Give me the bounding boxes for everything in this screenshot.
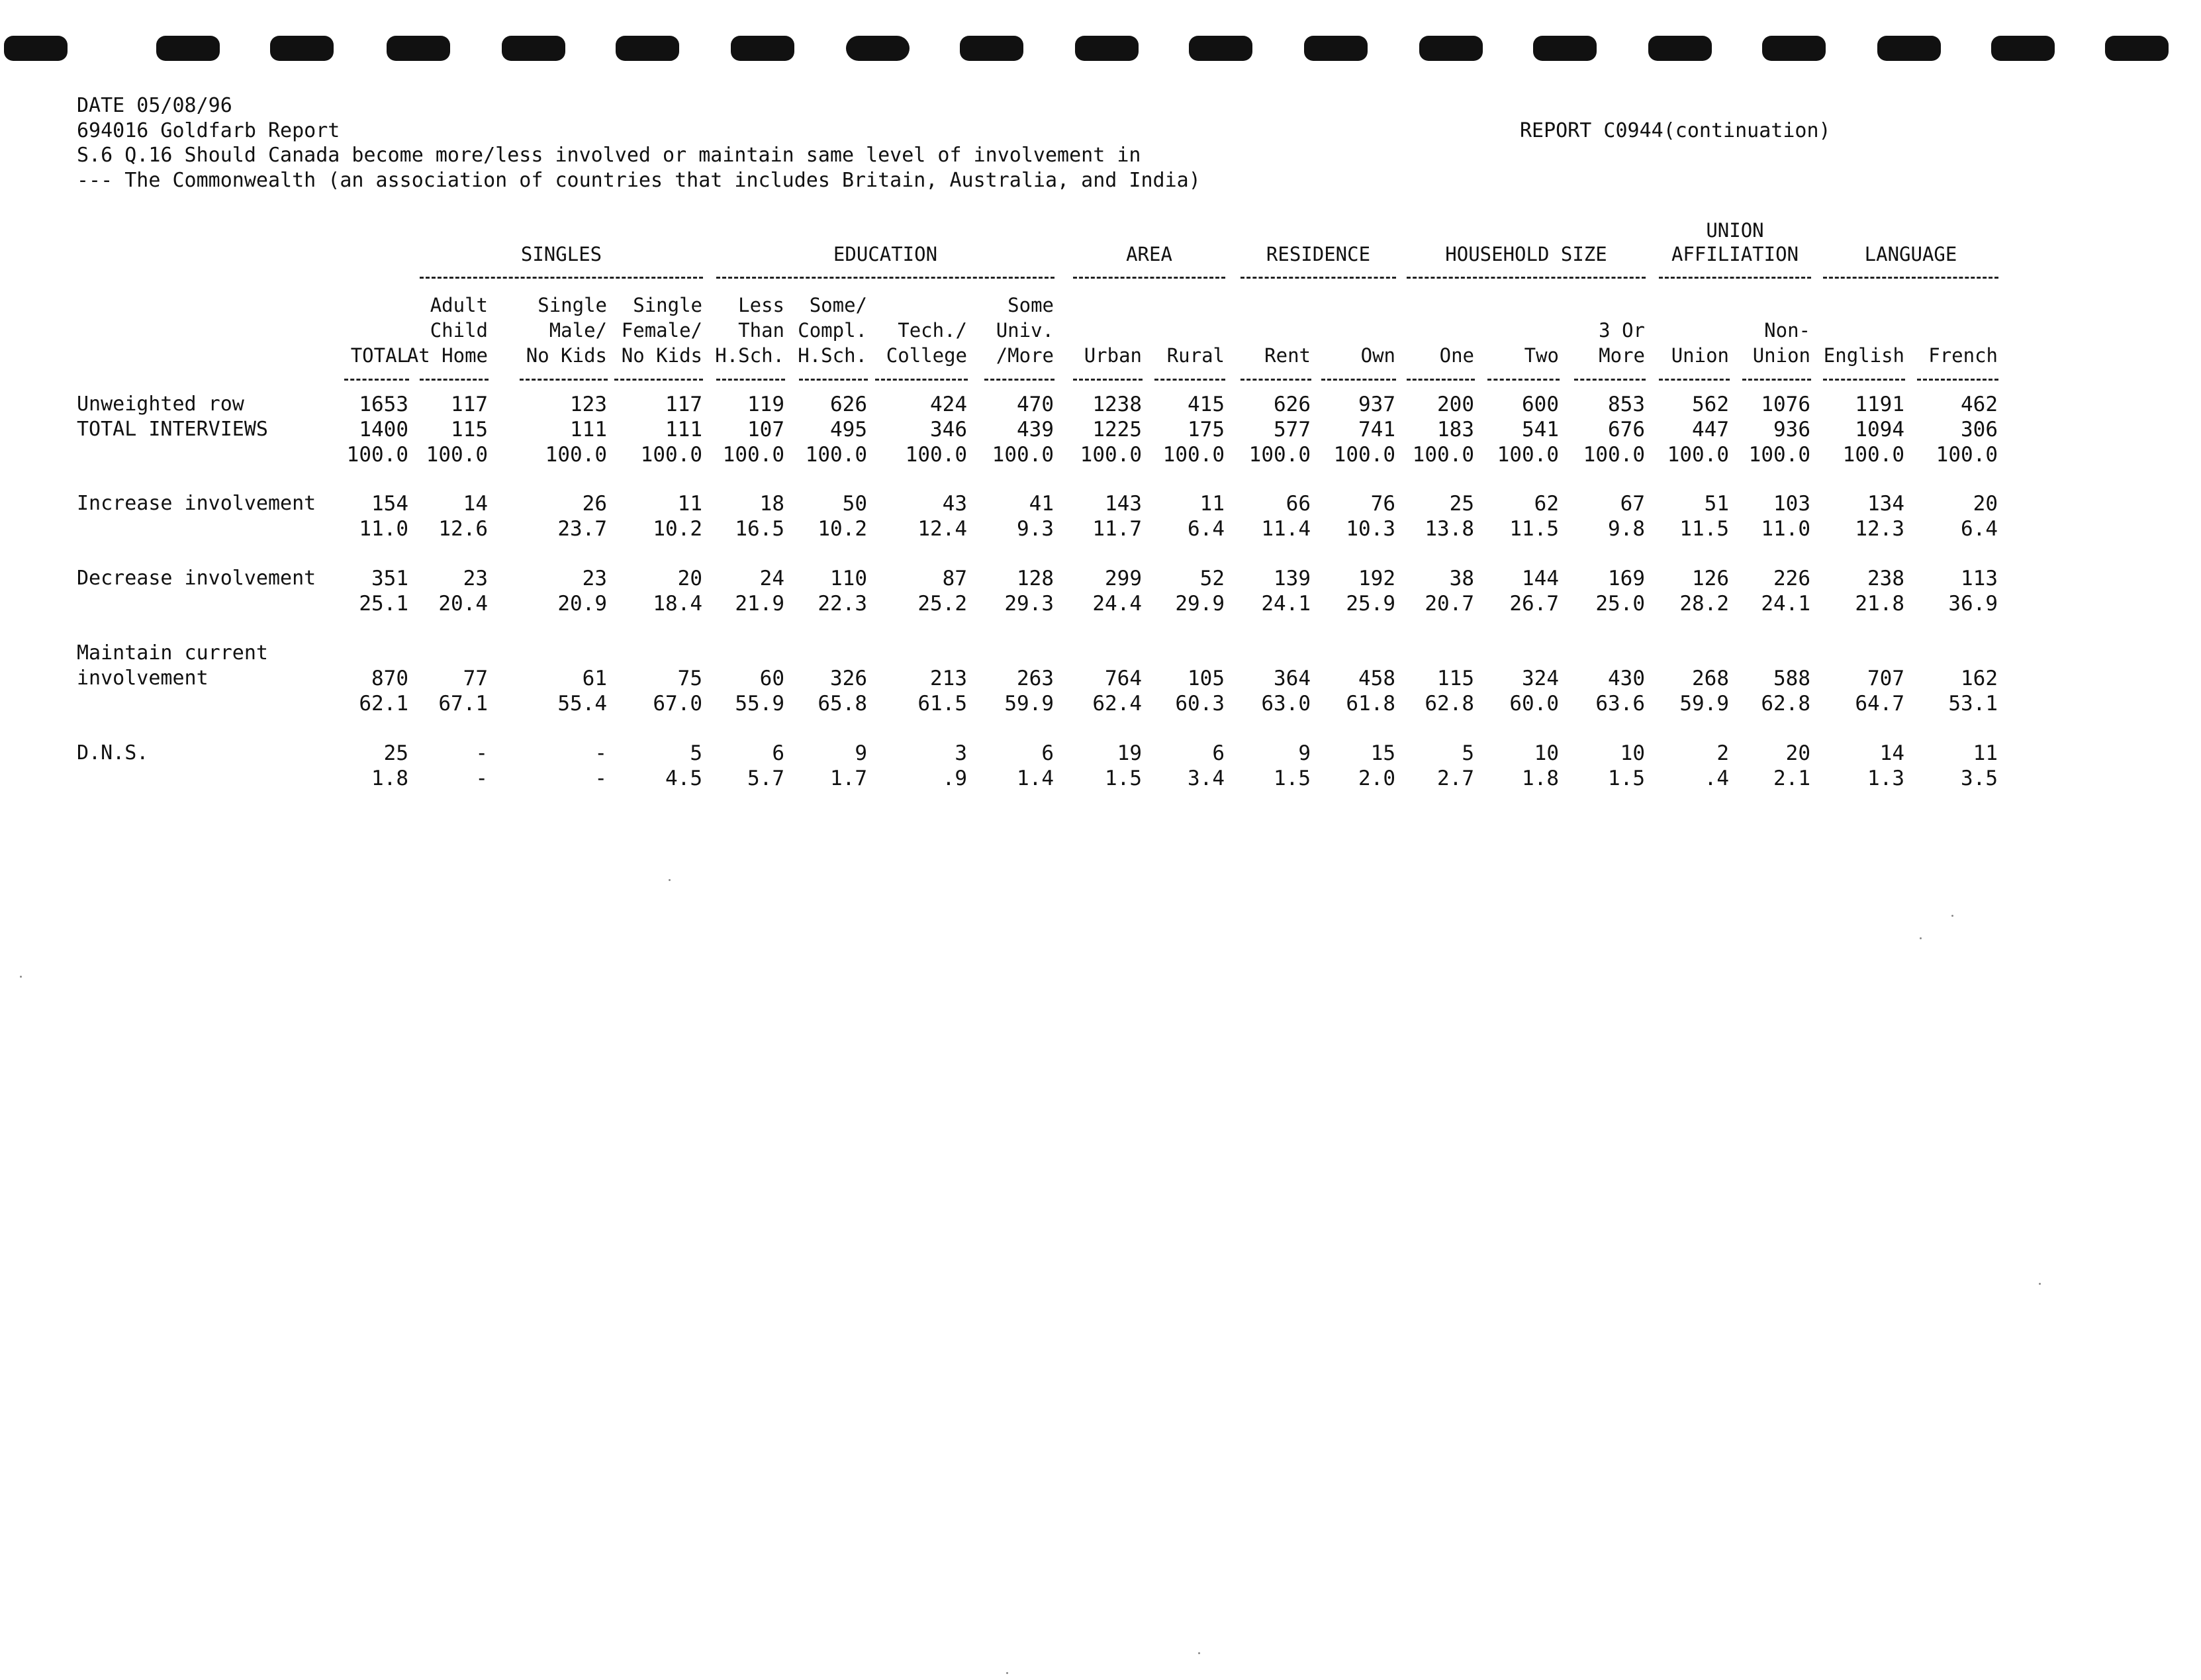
group-header: LANGUAGE: [1864, 243, 1957, 265]
table-cell: 38: [1449, 567, 1474, 590]
table-cell: 20: [677, 567, 702, 590]
group-header-rule: [1659, 277, 1811, 279]
table-cell: 5: [690, 741, 702, 765]
table-cell: 111: [665, 418, 702, 442]
table-cell: 3.5: [1961, 767, 1998, 790]
table-cell: 162: [1961, 667, 1998, 690]
table-cell: 115: [1437, 667, 1474, 690]
table-cell: 100.0: [1936, 443, 1998, 467]
table-cell: 853: [1608, 393, 1645, 416]
question-text: S.6 Q.16 Should Canada become more/less involved or maintain same level of involvement in: [77, 144, 1141, 167]
table-cell: 67.1: [438, 692, 488, 716]
table-cell: 25: [383, 741, 408, 765]
table-cell: 29.3: [1004, 592, 1054, 616]
column-header-rule: [984, 379, 1054, 381]
column-header-rule: [1154, 379, 1225, 381]
table-cell: 2: [1716, 741, 1729, 765]
table-cell: 144: [1522, 567, 1559, 590]
table-cell: 213: [930, 667, 967, 690]
table-cell: 11.0: [1761, 517, 1810, 541]
table-cell: 100.0: [805, 443, 867, 467]
table-cell: 100.0: [1333, 443, 1395, 467]
table-cell: .9: [942, 767, 967, 790]
table-cell: 111: [570, 418, 607, 442]
table-cell: -: [475, 741, 488, 765]
table-cell: 3.4: [1188, 767, 1225, 790]
table-cell: 14: [1879, 741, 1904, 765]
column-header: 3 Or More: [1599, 319, 1645, 367]
table-cell: 6: [772, 741, 784, 765]
column-header-rule: [1487, 379, 1560, 381]
table-cell: 22.3: [818, 592, 867, 616]
table-cell: 26: [582, 492, 607, 516]
column-header: One: [1439, 344, 1474, 367]
table-cell: 299: [1105, 567, 1142, 590]
group-header-rule: [1407, 277, 1646, 279]
table-cell: 25.9: [1346, 592, 1395, 616]
column-header-rule: [614, 379, 703, 381]
table-cell: 1.5: [1274, 767, 1311, 790]
group-header-rule: [420, 277, 703, 279]
table-cell: 462: [1961, 393, 1998, 416]
table-cell: 351: [371, 567, 408, 590]
table-cell: 115: [451, 418, 488, 442]
column-header: French: [1928, 344, 1998, 367]
table-cell: 25: [1449, 492, 1474, 516]
table-cell: 11: [1973, 741, 1998, 765]
table-cell: 100.0: [1497, 443, 1559, 467]
table-cell: 11: [1199, 492, 1225, 516]
table-cell: 6: [1212, 741, 1225, 765]
table-cell: 25.2: [917, 592, 967, 616]
column-header-rule: [1742, 379, 1811, 381]
table-cell: 263: [1017, 667, 1054, 690]
table-cell: 324: [1522, 667, 1559, 690]
table-cell: 741: [1358, 418, 1395, 442]
table-cell: -: [475, 767, 488, 790]
column-header-rule: [1073, 379, 1143, 381]
column-header-rule: [716, 379, 785, 381]
column-header: Urban: [1084, 344, 1142, 367]
table-cell: 175: [1188, 418, 1225, 442]
group-header: SINGLES: [520, 243, 602, 265]
table-cell: 14: [463, 492, 488, 516]
scan-speck: [669, 879, 671, 881]
table-cell: 110: [830, 567, 867, 590]
table-cell: 200: [1437, 393, 1474, 416]
column-header-rule: [420, 379, 489, 381]
scan-speck: [1198, 1652, 1200, 1654]
table-cell: 169: [1608, 567, 1645, 590]
column-header: Single Male/ No Kids: [526, 294, 607, 367]
table-cell: 1094: [1855, 418, 1904, 442]
table-cell: 24: [759, 567, 784, 590]
column-header: Non- Union: [1752, 319, 1810, 367]
table-cell: 676: [1608, 418, 1645, 442]
table-cell: 20: [1785, 741, 1810, 765]
table-cell: 12.3: [1855, 517, 1904, 541]
table-cell: 100.0: [992, 443, 1054, 467]
table-cell: 6.4: [1188, 517, 1225, 541]
table-cell: 16.5: [735, 517, 784, 541]
table-cell: 100.0: [1842, 443, 1904, 467]
table-cell: 495: [830, 418, 867, 442]
table-cell: 60.3: [1175, 692, 1225, 716]
group-header-rule: [716, 277, 1054, 279]
group-header: HOUSEHOLD SIZE: [1445, 243, 1607, 265]
row-label: involvement: [77, 667, 209, 690]
row-label: D.N.S.: [77, 741, 149, 765]
table-cell: 10: [1620, 741, 1645, 765]
table-cell: 63.0: [1261, 692, 1311, 716]
table-cell: 11.0: [359, 517, 408, 541]
table-cell: 707: [1867, 667, 1904, 690]
table-cell: 117: [665, 393, 702, 416]
column-header-rule: [1823, 379, 1905, 381]
table-cell: -: [594, 741, 607, 765]
table-cell: 6.4: [1961, 517, 1998, 541]
table-cell: 20: [1973, 492, 1998, 516]
report-id: REPORT C0944(continuation): [1520, 119, 1831, 142]
table-cell: 447: [1692, 418, 1729, 442]
table-cell: 59.9: [1679, 692, 1729, 716]
table-cell: 870: [371, 667, 408, 690]
table-cell: 52: [1199, 567, 1225, 590]
table-cell: 61.8: [1346, 692, 1395, 716]
table-cell: 9: [855, 741, 867, 765]
table-cell: 326: [830, 667, 867, 690]
table-cell: 67: [1620, 492, 1645, 516]
table-cell: 6: [1041, 741, 1054, 765]
table-cell: 458: [1358, 667, 1395, 690]
group-header: UNION AFFILIATION: [1671, 219, 1799, 265]
table-cell: 577: [1274, 418, 1311, 442]
table-cell: 13.8: [1425, 517, 1474, 541]
column-header: Two: [1524, 344, 1559, 367]
table-cell: 2.0: [1358, 767, 1395, 790]
table-cell: 117: [451, 393, 488, 416]
column-header-rule: [1321, 379, 1396, 381]
table-cell: 123: [570, 393, 607, 416]
table-cell: 9: [1298, 741, 1311, 765]
table-cell: 63.6: [1595, 692, 1645, 716]
row-label: Increase involvement: [77, 492, 316, 515]
table-cell: 100.0: [346, 443, 408, 467]
table-cell: 143: [1105, 492, 1142, 516]
group-header-rule: [1823, 277, 1998, 279]
table-cell: 154: [371, 492, 408, 516]
column-header-rule: [1917, 379, 1998, 381]
table-cell: 10.2: [653, 517, 702, 541]
table-cell: 41: [1029, 492, 1054, 516]
table-cell: 541: [1522, 418, 1559, 442]
table-cell: 25.0: [1595, 592, 1645, 616]
table-cell: 62.1: [359, 692, 408, 716]
table-cell: 1653: [359, 393, 408, 416]
table-cell: 430: [1608, 667, 1645, 690]
row-label: TOTAL INTERVIEWS: [77, 418, 268, 441]
scan-speck: [1006, 1672, 1008, 1674]
table-cell: 128: [1017, 567, 1054, 590]
table-cell: 66: [1286, 492, 1311, 516]
column-header: Single Female/ No Kids: [621, 294, 702, 367]
table-cell: 424: [930, 393, 967, 416]
table-cell: 100.0: [1248, 443, 1311, 467]
table-cell: 588: [1773, 667, 1810, 690]
table-cell: 11.7: [1092, 517, 1142, 541]
column-header: Union: [1671, 344, 1729, 367]
report-date: DATE 05/08/96: [77, 94, 232, 117]
table-cell: 60.0: [1509, 692, 1559, 716]
table-cell: 1191: [1855, 393, 1904, 416]
table-cell: 2.7: [1437, 767, 1474, 790]
group-header: EDUCATION: [833, 243, 938, 265]
report-name: 694016 Goldfarb Report: [77, 119, 340, 142]
table-cell: 60: [759, 667, 784, 690]
table-cell: 26.7: [1509, 592, 1559, 616]
column-header: Adult Child At Home: [406, 294, 488, 367]
table-cell: 100.0: [545, 443, 607, 467]
table-cell: 1.8: [1522, 767, 1559, 790]
table-cell: 11.4: [1261, 517, 1311, 541]
scan-speck: [1951, 915, 1953, 917]
table-cell: 53.1: [1948, 692, 1998, 716]
column-header-rule: [344, 379, 409, 381]
table-cell: 626: [830, 393, 867, 416]
table-cell: 936: [1773, 418, 1810, 442]
table-cell: 24.1: [1761, 592, 1810, 616]
table-cell: 415: [1188, 393, 1225, 416]
table-cell: 100.0: [426, 443, 488, 467]
group-header: RESIDENCE: [1266, 243, 1371, 265]
table-cell: 1.5: [1105, 767, 1142, 790]
table-cell: 103: [1773, 492, 1810, 516]
table-cell: 51: [1704, 492, 1729, 516]
table-cell: 18: [759, 492, 784, 516]
table-cell: 100.0: [1412, 443, 1474, 467]
table-cell: 100.0: [1748, 443, 1810, 467]
scan-speck: [1920, 937, 1922, 939]
table-cell: 65.8: [818, 692, 867, 716]
question-subject: --- The Commonwealth (an association of countries that includes Britain, Australia, and India): [77, 169, 1201, 192]
table-cell: 18.4: [653, 592, 702, 616]
column-header: Less Than H.Sch.: [715, 294, 784, 367]
table-cell: 1400: [359, 418, 408, 442]
column-header-rule: [1407, 379, 1475, 381]
table-cell: 62.4: [1092, 692, 1142, 716]
table-cell: 23.7: [557, 517, 607, 541]
table-cell: 62.8: [1425, 692, 1474, 716]
table-cell: 61: [582, 667, 607, 690]
table-cell: 100.0: [1583, 443, 1645, 467]
table-cell: 126: [1692, 567, 1729, 590]
table-cell: 1.4: [1017, 767, 1054, 790]
table-cell: 5: [1462, 741, 1474, 765]
table-cell: 764: [1105, 667, 1142, 690]
table-cell: 364: [1274, 667, 1311, 690]
table-cell: 100.0: [905, 443, 967, 467]
table-cell: 50: [842, 492, 867, 516]
table-cell: 28.2: [1679, 592, 1729, 616]
table-cell: 21.9: [735, 592, 784, 616]
column-header: Rural: [1166, 344, 1225, 367]
column-header: Own: [1360, 344, 1395, 367]
column-header-rule: [1574, 379, 1646, 381]
table-cell: 1.3: [1867, 767, 1904, 790]
row-label: Decrease involvement: [77, 567, 316, 590]
table-cell: 75: [677, 667, 702, 690]
table-cell: 24.4: [1092, 592, 1142, 616]
column-header-rule: [1241, 379, 1311, 381]
table-cell: 134: [1867, 492, 1904, 516]
table-cell: 10: [1534, 741, 1559, 765]
table-cell: 67.0: [653, 692, 702, 716]
table-cell: 11.5: [1679, 517, 1729, 541]
table-cell: 562: [1692, 393, 1729, 416]
group-header: AREA: [1126, 243, 1172, 265]
table-cell: 10.3: [1346, 517, 1395, 541]
table-cell: 62.8: [1761, 692, 1810, 716]
column-header-rule: [1659, 379, 1730, 381]
table-cell: 55.9: [735, 692, 784, 716]
table-cell: 23: [463, 567, 488, 590]
table-cell: 268: [1692, 667, 1729, 690]
table-cell: 1238: [1092, 393, 1142, 416]
table-cell: 107: [747, 418, 784, 442]
table-cell: 1.7: [830, 767, 867, 790]
table-cell: 5.7: [747, 767, 784, 790]
table-cell: -: [594, 767, 607, 790]
table-cell: 4.5: [665, 767, 702, 790]
group-header-rule: [1073, 277, 1225, 279]
table-cell: 100.0: [1080, 443, 1142, 467]
table-cell: 61.5: [917, 692, 967, 716]
table-cell: 11: [677, 492, 702, 516]
column-header: Rent: [1264, 344, 1311, 367]
table-cell: 36.9: [1948, 592, 1998, 616]
table-cell: 346: [930, 418, 967, 442]
table-cell: 600: [1522, 393, 1559, 416]
table-cell: 119: [747, 393, 784, 416]
table-cell: 105: [1188, 667, 1225, 690]
table-cell: 470: [1017, 393, 1054, 416]
table-cell: 25.1: [359, 592, 408, 616]
table-cell: 55.4: [557, 692, 607, 716]
table-cell: 183: [1437, 418, 1474, 442]
row-label: Unweighted row: [77, 393, 244, 416]
table-cell: 20.4: [438, 592, 488, 616]
table-cell: 29.9: [1175, 592, 1225, 616]
table-cell: 9.3: [1017, 517, 1054, 541]
column-header-rule: [799, 379, 868, 381]
table-cell: 306: [1961, 418, 1998, 442]
table-cell: 1.5: [1608, 767, 1645, 790]
table-cell: 64.7: [1855, 692, 1904, 716]
table-cell: 113: [1961, 567, 1998, 590]
table-cell: 192: [1358, 567, 1395, 590]
table-cell: 2.1: [1773, 767, 1810, 790]
table-cell: 12.4: [917, 517, 967, 541]
table-cell: 1076: [1761, 393, 1810, 416]
column-header-rule: [520, 379, 608, 381]
group-header-rule: [1241, 277, 1396, 279]
table-cell: 43: [942, 492, 967, 516]
column-header: Some/ Compl. H.Sch.: [798, 294, 867, 367]
table-cell: 87: [942, 567, 967, 590]
table-cell: 11.5: [1509, 517, 1559, 541]
table-cell: 76: [1370, 492, 1395, 516]
table-cell: 226: [1773, 567, 1810, 590]
table-cell: 1.8: [371, 767, 408, 790]
scan-speck: [20, 976, 22, 978]
table-cell: 19: [1117, 741, 1142, 765]
table-cell: 3: [955, 741, 967, 765]
table-cell: 20.7: [1425, 592, 1474, 616]
table-cell: 23: [582, 567, 607, 590]
scan-speck: [2039, 1283, 2041, 1285]
table-cell: 439: [1017, 418, 1054, 442]
column-header: Some Univ. /More: [996, 294, 1054, 367]
row-label: Maintain current: [77, 641, 268, 665]
column-header: TOTAL: [350, 344, 408, 367]
table-cell: 9.8: [1608, 517, 1645, 541]
table-cell: 100.0: [1162, 443, 1225, 467]
table-cell: 100.0: [722, 443, 784, 467]
table-cell: 238: [1867, 567, 1904, 590]
column-header-rule: [875, 379, 968, 381]
column-header: Tech./ College: [886, 319, 967, 367]
table-cell: 20.9: [557, 592, 607, 616]
table-cell: 21.8: [1855, 592, 1904, 616]
table-cell: 59.9: [1004, 692, 1054, 716]
table-cell: 937: [1358, 393, 1395, 416]
table-cell: 100.0: [1667, 443, 1729, 467]
table-cell: 100.0: [640, 443, 702, 467]
table-cell: 15: [1370, 741, 1395, 765]
column-header: English: [1823, 344, 1904, 367]
table-cell: 12.6: [438, 517, 488, 541]
table-cell: .4: [1704, 767, 1729, 790]
table-cell: 24.1: [1261, 592, 1311, 616]
table-cell: 139: [1274, 567, 1311, 590]
table-cell: 626: [1274, 393, 1311, 416]
table-cell: 10.2: [818, 517, 867, 541]
table-cell: 77: [463, 667, 488, 690]
table-cell: 62: [1534, 492, 1559, 516]
table-cell: 1225: [1092, 418, 1142, 442]
